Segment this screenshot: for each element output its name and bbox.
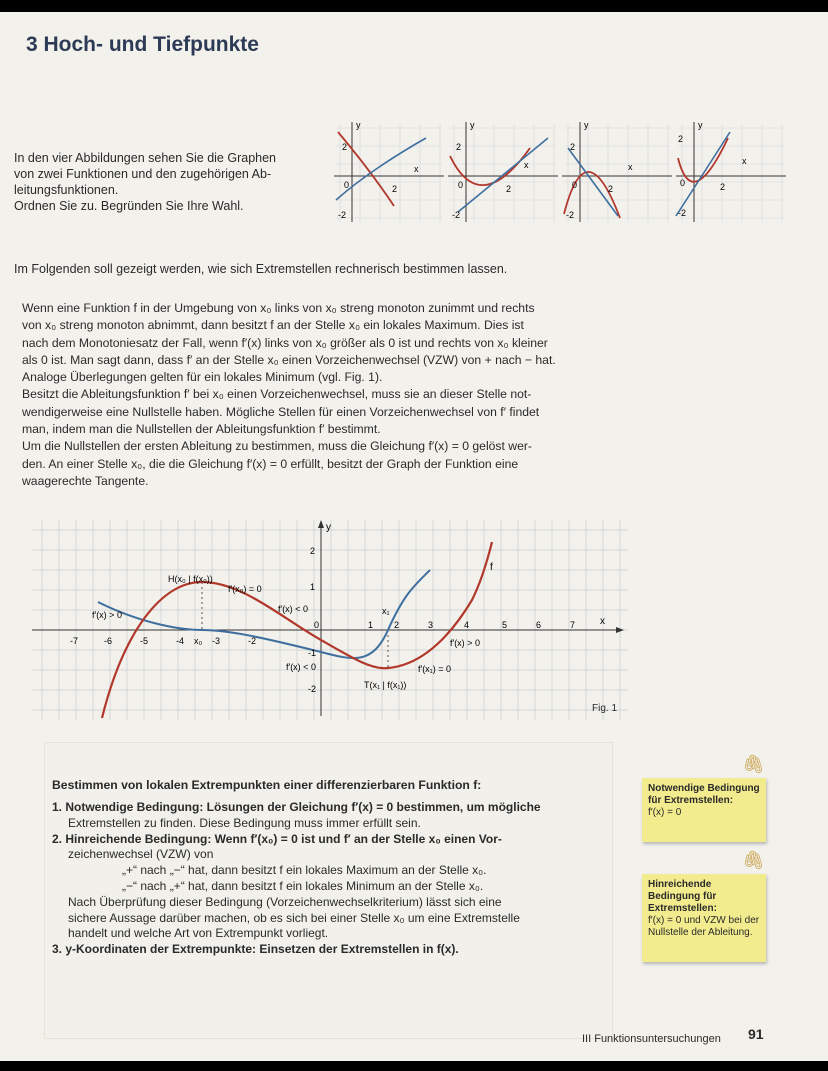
rule-line: 1. Notwendige Bedingung: Lösungen der Gleichung f′(x) = 0 bestimmen, um mögliche bbox=[52, 800, 541, 814]
rule-box-text bbox=[52, 800, 607, 958]
fig-x-tick: 3 bbox=[428, 620, 434, 630]
mini-tick: 0 bbox=[344, 180, 350, 190]
intro-text bbox=[14, 150, 324, 214]
mini-axis-x: x bbox=[742, 156, 747, 166]
mini-tick: 2 bbox=[456, 142, 462, 152]
intro-line: von zwei Funktionen und den zugehörigen Ab- bbox=[14, 167, 272, 181]
note-necessary-condition bbox=[642, 778, 766, 842]
mini-tick: 2 bbox=[342, 142, 348, 152]
mini-axis-x: x bbox=[628, 162, 633, 172]
figure-1-graph bbox=[32, 520, 628, 720]
mini-tick: 2 bbox=[392, 184, 398, 194]
paragraph-line: wendigerweise eine Nullstelle haben. Mögliche Stellen für einen Vorzeichenwechsel von f′ findet bbox=[22, 404, 540, 419]
mini-tick: -2 bbox=[678, 208, 687, 218]
rule-line: Nach Überprüfung dieser Bedingung (Vorzeichenwechselkriterium) lässt sich eine bbox=[68, 894, 502, 909]
note-body: f′(x) = 0 bbox=[648, 807, 682, 818]
mini-tick: 2 bbox=[570, 142, 576, 152]
mini-tick: -2 bbox=[338, 210, 347, 220]
fig-x-tick: -6 bbox=[104, 636, 113, 646]
paragraph-line: Besitzt die Ableitungsfunktion f′ bei x₀ einen Vorzeichenwechsel, muss sie an dieser Stelle not- bbox=[22, 387, 532, 402]
mini-tick: 2 bbox=[608, 184, 614, 194]
rule-line: 2. Hinreichende Bedingung: Wenn f′(x₀) = 0 ist und f′ an der Stelle x₀ einen Vor- bbox=[52, 831, 502, 846]
footer-chapter: III Funktionsuntersuchungen bbox=[582, 1033, 721, 1045]
figure-caption: Fig. 1 bbox=[592, 703, 618, 714]
mini-graph-1 bbox=[330, 118, 448, 226]
intro-line: Ordnen Sie zu. Begründen Sie Ihre Wahl. bbox=[14, 199, 244, 213]
paperclip-icon: 🖇 bbox=[742, 850, 765, 870]
mini-graph-4 bbox=[672, 118, 790, 226]
fig-max-deriv: f′(x₀) = 0 bbox=[228, 584, 262, 594]
explanation-paragraph bbox=[22, 300, 612, 490]
mini-axis-x: x bbox=[414, 164, 419, 174]
note-title: Hinreichende Bedingung für Extremstellen: bbox=[648, 879, 717, 914]
fig-y-tick: 1 bbox=[310, 582, 316, 592]
mini-tick: 0 bbox=[572, 180, 578, 190]
fig-x-tick: -2 bbox=[248, 636, 257, 646]
fig-max-label: H(x₀ | f(x₀)) bbox=[168, 574, 213, 584]
note-title: Notwendige Bedingung für Extremstellen: bbox=[648, 783, 760, 806]
bottom-border bbox=[0, 1061, 828, 1071]
intro-line: leitungsfunktionen. bbox=[14, 183, 119, 197]
mini-tick: -2 bbox=[566, 210, 575, 220]
fig-axis-y: y bbox=[326, 522, 331, 533]
rule-line: „+“ nach „−“ hat, dann besitzt f ein lokales Maximum an der Stelle x₀. bbox=[122, 863, 487, 878]
note-sufficient-condition bbox=[642, 874, 766, 962]
mini-graph-2 bbox=[444, 118, 562, 226]
mini-axis-y: y bbox=[470, 120, 475, 130]
fig-x-tick: 4 bbox=[464, 620, 470, 630]
paragraph-line: Wenn eine Funktion f in der Umgebung von x₀ links von x₀ streng monoton zunimmt und rechts bbox=[22, 301, 535, 315]
fig-x1-label: x₁ bbox=[382, 606, 390, 616]
rule-line: sichere Aussage darüber machen, ob es sich bei einer Stelle x₀ um eine Extremstelle bbox=[68, 910, 520, 925]
mini-axis-x: x bbox=[524, 160, 529, 170]
rule-line: 3. y-Koordinaten der Extrempunkte: Einsetzen der Extremstellen in f(x). bbox=[52, 942, 459, 957]
fig-axis-x: x bbox=[600, 616, 605, 627]
paragraph-line: Analoge Überlegungen gelten für ein lokales Minimum (vgl. Fig. 1). bbox=[22, 370, 383, 385]
fig-x-tick: 6 bbox=[536, 620, 542, 630]
fig-x-tick: 2 bbox=[394, 620, 400, 630]
fig-curve-label: f bbox=[490, 562, 493, 573]
rule-box-title: Bestimmen von lokalen Extrempunkten einer differenzierbaren Funktion f: bbox=[52, 778, 482, 792]
rule-line: handelt und welche Art von Extrempunkt vorliegt. bbox=[68, 926, 329, 941]
paragraph-line: Um die Nullstellen der ersten Ableitung zu bestimmen, muss die Gleichung f′(x) = 0 gelöst wer- bbox=[22, 439, 532, 454]
paragraph-line: als 0 ist. Man sagt dann, dass f′ an der Stelle x₀ einen Vorzeichenwechsel (VZW) von + nach − hat. bbox=[22, 352, 556, 367]
mini-graph-3 bbox=[558, 118, 676, 226]
fig-y-tick: -2 bbox=[308, 684, 317, 694]
note-body: f′(x) = 0 und VZW bei der Nullstelle der Ableitung. bbox=[648, 915, 760, 938]
fig-x-tick: -5 bbox=[140, 636, 149, 646]
fig-y-tick: 2 bbox=[310, 546, 316, 556]
mini-axis-y: y bbox=[584, 120, 589, 130]
fig-min-label: T(x₁ | f(x₁)) bbox=[364, 680, 407, 690]
paragraph-line: waagerechte Tangente. bbox=[22, 473, 149, 488]
fig-x-tick: 7 bbox=[570, 620, 576, 630]
page-number: 91 bbox=[748, 1026, 764, 1042]
paragraph-line: von x₀ streng monoton abnimmt, dann besitzt f an der Stelle x₀ ein lokales Maximum. Dies ist bbox=[22, 318, 524, 333]
fig-x-tick: 0 bbox=[314, 620, 320, 630]
fig-x-tick: 5 bbox=[502, 620, 508, 630]
mini-tick: 2 bbox=[720, 182, 726, 192]
mini-axis-y: y bbox=[698, 120, 703, 130]
fig-x-tick: -7 bbox=[70, 636, 79, 646]
fig-x-tick: -4 bbox=[176, 636, 185, 646]
fig-x-tick: -3 bbox=[212, 636, 221, 646]
paragraph-line: man, indem man die Nullstellen der Ableitungsfunktion f′ bestimmt. bbox=[22, 422, 381, 437]
mini-tick: 2 bbox=[678, 134, 684, 144]
fig-x-tick: 1 bbox=[368, 620, 374, 630]
intro-line: In den vier Abbildungen sehen Sie die Graphen bbox=[14, 151, 276, 165]
paragraph-line: den. An einer Stelle x₀, die die Gleichung f′(x) = 0 erfüllt, besitzt der Graph der Funktion eine bbox=[22, 456, 519, 471]
lead-sentence: Im Folgenden soll gezeigt werden, wie sich Extremstellen rechnerisch bestimmen lassen. bbox=[14, 262, 508, 276]
rule-line: „−“ nach „+“ hat, dann besitzt f ein lokales Minimum an der Stelle x₀. bbox=[122, 878, 484, 893]
mini-tick: 2 bbox=[506, 184, 512, 194]
rule-line: Extremstellen zu finden. Diese Bedingung muss immer erfüllt sein. bbox=[68, 815, 421, 830]
mini-axis-y: y bbox=[356, 120, 361, 130]
rule-line: zeichenwechsel (VZW) von bbox=[68, 847, 214, 862]
fig-pos-left: f′(x) > 0 bbox=[92, 610, 122, 620]
fig-min-deriv: f′(x₁) = 0 bbox=[418, 664, 451, 674]
fig-neg-top: f′(x) < 0 bbox=[278, 604, 308, 614]
mini-tick: 0 bbox=[680, 178, 686, 188]
section-heading: 3 Hoch- und Tiefpunkte bbox=[26, 33, 259, 56]
fig-y-tick: -1 bbox=[308, 648, 317, 658]
paperclip-icon: 🖇 bbox=[742, 754, 765, 774]
fig-neg-bottom: f′(x) < 0 bbox=[286, 662, 316, 672]
top-border bbox=[0, 0, 828, 12]
mini-tick: 0 bbox=[458, 180, 464, 190]
fig-pos-right: f′(x) > 0 bbox=[450, 638, 480, 648]
fig-x0-label: x₀ bbox=[194, 636, 203, 646]
paragraph-line: nach dem Monotoniesatz der Fall, wenn f′(x) links von x₀ größer als 0 ist und rechts von x₀ kleiner bbox=[22, 335, 548, 350]
mini-tick: -2 bbox=[452, 210, 461, 220]
